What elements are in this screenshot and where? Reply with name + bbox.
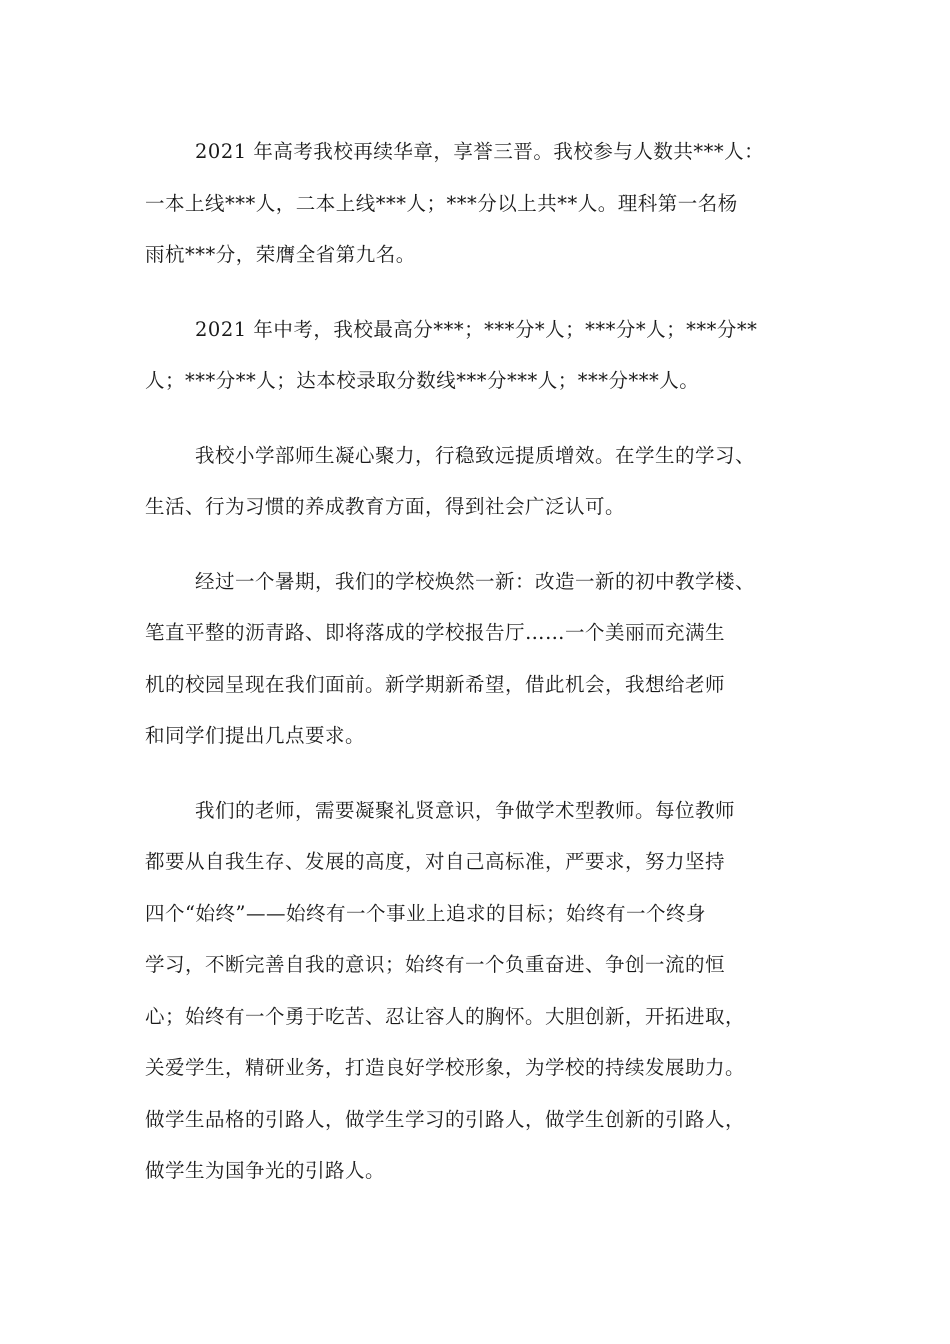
text-line: 笔直平整的沥青路、即将落成的学校报告厅……一个美丽而充满生 [145,621,726,644]
text-line: 心；始终有一个勇于吃苦、忍让容人的胸怀。大胆创新，开拓进取， [145,1004,746,1028]
paragraph-teacher-requirements [145,785,810,1197]
text-line: 我们的老师，需要凝聚礼贤意识，争做学术型教师。每位教师 [195,798,736,822]
text-line: 2021 年高考我校再续华章，享誉三晋。我校参与人数共***人： [195,140,765,163]
text-line: 四个“始终”——始终有一个事业上追求的目标；始终有一个终身 [145,901,706,925]
text-line: 人；***分**人；达本校录取分数线***分***人；***分***人。 [145,369,700,392]
text-line: 做学生品格的引路人，做学生学习的引路人，做学生创新的引路人， [145,1107,746,1131]
text-line: 一本上线***人，二本上线***人；***分以上共**人。理科第一名杨 [145,191,738,215]
text-line: 学习，不断完善自我的意识；始终有一个负重奋进、争创一流的恒 [145,953,726,976]
text-line: 我校小学部师生凝心聚力，行稳致远提质增效。在学生的学习、 [195,443,756,467]
paragraph-primary-school [145,430,810,533]
text-line: 做学生为国争光的引路人。 [145,1159,386,1182]
text-line: 雨杭***分，荣膺全省第九名。 [145,243,416,266]
text-line: 关爱学生，精研业务，打造良好学校形象，为学校的持续发展助力。 [145,1056,746,1079]
text-line: 生活、行为习惯的养成教育方面，得到社会广泛认可。 [145,495,626,518]
text-line: 和同学们提出几点要求。 [145,724,366,747]
text-line: 经过一个暑期，我们的学校焕然一新：改造一新的初中教学楼、 [195,569,756,593]
document-body [145,126,810,1220]
paragraph-exam-results [145,126,810,281]
text-line: 都要从自我生存、发展的高度，对自己高标准，严要求，努力坚持 [145,850,726,873]
paragraph-campus-renewal [145,556,810,762]
text-line: 机的校园呈现在我们面前。新学期新希望，借此机会，我想给老师 [145,672,726,696]
paragraph-middle-school-exam [145,304,810,407]
text-line: 2021 年中考，我校最高分***；***分*人；***分*人；***分** [195,317,758,341]
